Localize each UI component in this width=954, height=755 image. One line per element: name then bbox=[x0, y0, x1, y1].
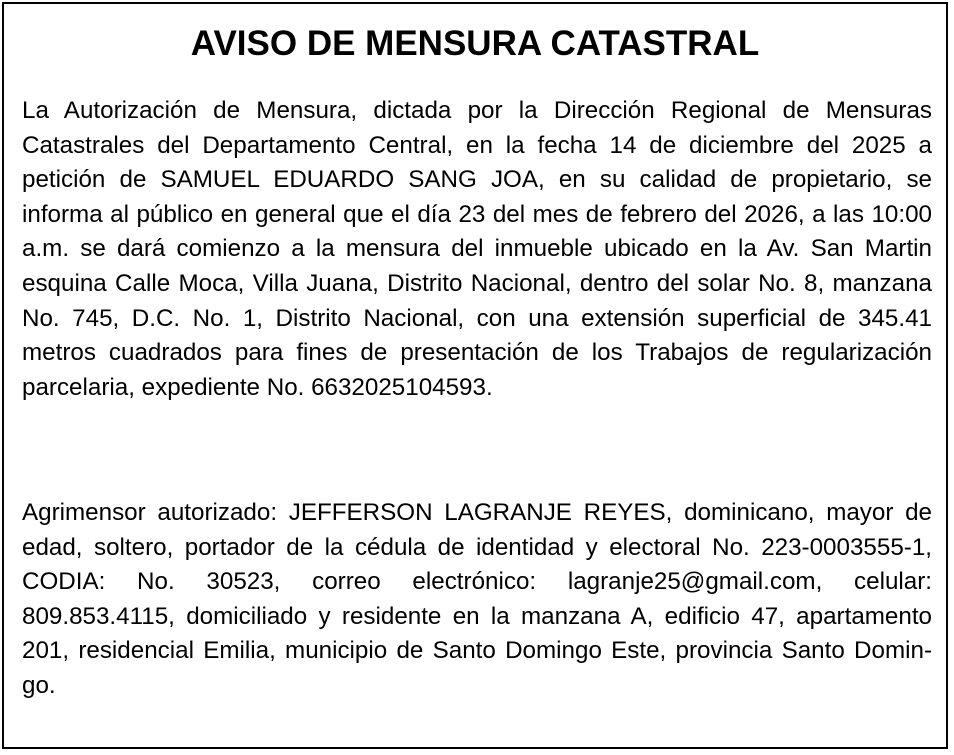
notice-title: AVISO DE MENSURA CATASTRAL bbox=[190, 24, 760, 63]
notice-paragraph-surveyor: Agrimensor autorizado: JEFFERSON LAGRANJE REYES, dominicano, mayor de edad, soltero, portador de la cédula de identidad y electoral No. 223-0003555-1, CODIA: No. 30523, correo electrónico: lagranje25@gmail.com, celular: 809.853.4115, domiciliado y residente en la manzana A, edificio 47, apartamento 201, residencial Emilia, municipio de Santo Domingo Este, provincia Santo Domingo. bbox=[22, 499, 932, 699]
notice-paragraph-survey: La Autorización de Mensura, dictada por la Dirección Regional de Mensuras Catastrales del Departamento Central, en la fecha 14 de diciembre del 2025 a petición de SAMUEL EDUARDO SANG JOA, en su calidad de propietario, se informa al público en general que el día 23 del mes de febrero del 2026, a las 10:00 a.m. se dará comienzo a la mensura del inmueble ubicado en la Av. San Martin esquina Calle Moca, Villa Juana, Distrito Nacional, dentro del solar No. 8, manzana No. 745, D.C. No. 1, Distrito Nacional, con una extensión superficial de 345.41 metros cuadrados para fines de presentación de los Trabajos de regularización parcelaria, expediente No. 6632025104593. bbox=[22, 97, 932, 401]
notice-box bbox=[2, 2, 948, 749]
